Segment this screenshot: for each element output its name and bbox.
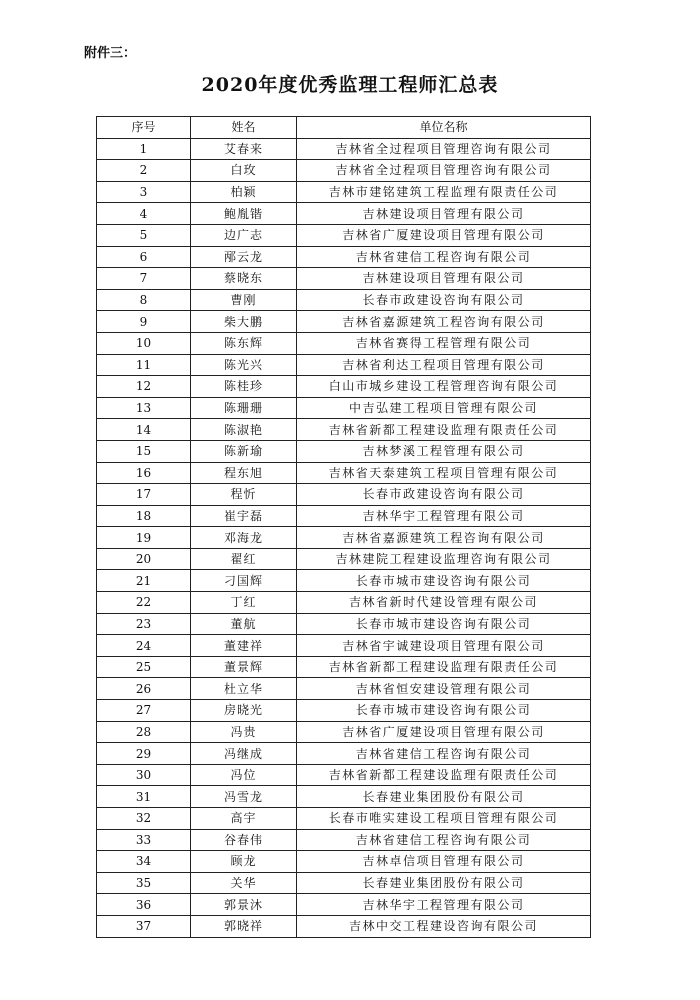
row-index: 3 [97, 181, 191, 203]
row-name: 陈新瑜 [191, 440, 297, 462]
row-index: 1 [97, 138, 191, 160]
row-organization: 吉林省全过程项目管理咨询有限公司 [297, 138, 591, 160]
table-row [97, 505, 591, 527]
table-row [97, 808, 591, 830]
row-organization: 吉林省新都工程建设监理有限责任公司 [297, 656, 591, 678]
table-row [97, 678, 591, 700]
row-index: 29 [97, 743, 191, 765]
row-organization: 吉林省新都工程建设监理有限责任公司 [297, 764, 591, 786]
table-row [97, 224, 591, 246]
row-name: 白玫 [191, 160, 297, 182]
row-organization: 长春市唯实建设工程项目管理有限公司 [297, 808, 591, 830]
row-name: 冯贵 [191, 721, 297, 743]
row-name: 程忻 [191, 484, 297, 506]
row-index: 9 [97, 311, 191, 333]
row-name: 邴云龙 [191, 246, 297, 268]
row-organization: 吉林省广厦建设项目管理有限公司 [297, 721, 591, 743]
row-organization: 吉林省新时代建设管理有限公司 [297, 592, 591, 614]
row-name: 冯雪龙 [191, 786, 297, 808]
attachment-label: 附件三： [84, 46, 137, 61]
table-row [97, 289, 591, 311]
column-header-index: 序号 [97, 117, 191, 139]
table-row [97, 397, 591, 419]
row-name: 陈淑艳 [191, 419, 297, 441]
row-organization: 吉林省宇诚建设项目管理有限公司 [297, 635, 591, 657]
row-name: 冯继成 [191, 743, 297, 765]
table-header [97, 117, 591, 139]
row-index: 19 [97, 527, 191, 549]
row-organization: 吉林省赛得工程管理有限公司 [297, 332, 591, 354]
engineer-table [96, 116, 591, 938]
row-index: 37 [97, 915, 191, 937]
row-index: 18 [97, 505, 191, 527]
table-row [97, 246, 591, 268]
row-organization: 长春建业集团股份有限公司 [297, 872, 591, 894]
row-name: 崔宇磊 [191, 505, 297, 527]
table-row [97, 915, 591, 937]
row-index: 7 [97, 268, 191, 290]
row-index: 27 [97, 700, 191, 722]
row-index: 33 [97, 829, 191, 851]
row-organization: 吉林省建信工程咨询有限公司 [297, 743, 591, 765]
row-organization: 吉林中交工程建设咨询有限公司 [297, 915, 591, 937]
row-organization: 吉林省全过程项目管理咨询有限公司 [297, 160, 591, 182]
row-index: 10 [97, 332, 191, 354]
row-name: 陈桂珍 [191, 376, 297, 398]
table-row [97, 894, 591, 916]
table-row [97, 181, 591, 203]
row-name: 郭晓祥 [191, 915, 297, 937]
table-row [97, 484, 591, 506]
row-organization: 吉林华宇工程管理有限公司 [297, 505, 591, 527]
row-name: 陈光兴 [191, 354, 297, 376]
row-name: 柏颖 [191, 181, 297, 203]
row-index: 5 [97, 224, 191, 246]
table-row [97, 462, 591, 484]
table-row [97, 872, 591, 894]
row-index: 14 [97, 419, 191, 441]
table-row [97, 764, 591, 786]
row-index: 6 [97, 246, 191, 268]
row-index: 25 [97, 656, 191, 678]
row-index: 2 [97, 160, 191, 182]
row-organization: 吉林省广厦建设项目管理有限公司 [297, 224, 591, 246]
row-organization: 吉林省利达工程项目管理有限公司 [297, 354, 591, 376]
table-row [97, 592, 591, 614]
row-name: 陈珊珊 [191, 397, 297, 419]
row-organization: 吉林华宇工程管理有限公司 [297, 894, 591, 916]
row-name: 陈东辉 [191, 332, 297, 354]
row-organization: 长春市城市建设咨询有限公司 [297, 570, 591, 592]
table-row [97, 203, 591, 225]
table-row [97, 527, 591, 549]
row-index: 16 [97, 462, 191, 484]
row-index: 12 [97, 376, 191, 398]
row-organization: 吉林省嘉源建筑工程咨询有限公司 [297, 527, 591, 549]
row-name: 顾龙 [191, 851, 297, 873]
row-index: 28 [97, 721, 191, 743]
row-name: 董景辉 [191, 656, 297, 678]
table-row [97, 570, 591, 592]
row-organization: 长春建业集团股份有限公司 [297, 786, 591, 808]
row-name: 郭景沐 [191, 894, 297, 916]
row-organization: 吉林建院工程建设监理咨询有限公司 [297, 548, 591, 570]
row-name: 房晓光 [191, 700, 297, 722]
row-index: 8 [97, 289, 191, 311]
page-title: 2020年度优秀监理工程师汇总表 [201, 74, 499, 96]
row-name: 高宇 [191, 808, 297, 830]
column-header-name: 姓名 [191, 117, 297, 139]
row-name: 董航 [191, 613, 297, 635]
row-organization: 白山市城乡建设工程管理咨询有限公司 [297, 376, 591, 398]
table-row [97, 138, 591, 160]
row-organization: 吉林卓信项目管理有限公司 [297, 851, 591, 873]
row-index: 4 [97, 203, 191, 225]
row-name: 邓海龙 [191, 527, 297, 549]
table-row [97, 376, 591, 398]
row-organization: 吉林建设项目管理有限公司 [297, 268, 591, 290]
table-row [97, 332, 591, 354]
row-index: 26 [97, 678, 191, 700]
row-name: 董建祥 [191, 635, 297, 657]
table-row [97, 635, 591, 657]
row-name: 艾春来 [191, 138, 297, 160]
table-body [97, 138, 591, 937]
table-row [97, 829, 591, 851]
row-name: 蔡晓东 [191, 268, 297, 290]
row-index: 35 [97, 872, 191, 894]
table-row [97, 743, 591, 765]
table-row [97, 354, 591, 376]
row-organization: 吉林市建铭建筑工程监理有限责任公司 [297, 181, 591, 203]
row-organization: 吉林省建信工程咨询有限公司 [297, 829, 591, 851]
row-organization: 吉林省新都工程建设监理有限责任公司 [297, 419, 591, 441]
row-index: 31 [97, 786, 191, 808]
row-index: 13 [97, 397, 191, 419]
row-organization: 吉林梦溪工程管理有限公司 [297, 440, 591, 462]
row-organization: 吉林省建信工程咨询有限公司 [297, 246, 591, 268]
row-name: 杜立华 [191, 678, 297, 700]
row-organization: 吉林省天泰建筑工程项目管理有限公司 [297, 462, 591, 484]
row-index: 34 [97, 851, 191, 873]
row-name: 程东旭 [191, 462, 297, 484]
row-index: 22 [97, 592, 191, 614]
row-index: 17 [97, 484, 191, 506]
table-row [97, 440, 591, 462]
column-header-organization: 单位名称 [297, 117, 591, 139]
table-row [97, 311, 591, 333]
row-name: 冯位 [191, 764, 297, 786]
row-organization: 吉林建设项目管理有限公司 [297, 203, 591, 225]
table-row [97, 786, 591, 808]
row-organization: 中吉弘建工程项目管理有限公司 [297, 397, 591, 419]
row-organization: 长春市城市建设咨询有限公司 [297, 613, 591, 635]
row-name: 柴大鹏 [191, 311, 297, 333]
row-name: 谷春伟 [191, 829, 297, 851]
row-name: 丁红 [191, 592, 297, 614]
row-name: 翟红 [191, 548, 297, 570]
table-row [97, 656, 591, 678]
row-name: 刁国辉 [191, 570, 297, 592]
row-index: 36 [97, 894, 191, 916]
row-organization: 吉林省嘉源建筑工程咨询有限公司 [297, 311, 591, 333]
row-index: 23 [97, 613, 191, 635]
table-row [97, 268, 591, 290]
table-row [97, 700, 591, 722]
table-row [97, 613, 591, 635]
row-name: 边广志 [191, 224, 297, 246]
row-index: 30 [97, 764, 191, 786]
row-organization: 长春市政建设咨询有限公司 [297, 484, 591, 506]
row-organization: 长春市城市建设咨询有限公司 [297, 700, 591, 722]
table-row [97, 721, 591, 743]
row-name: 关华 [191, 872, 297, 894]
row-index: 20 [97, 548, 191, 570]
row-name: 鲍胤锴 [191, 203, 297, 225]
row-index: 24 [97, 635, 191, 657]
table-row [97, 548, 591, 570]
row-index: 21 [97, 570, 191, 592]
row-index: 11 [97, 354, 191, 376]
row-name: 曹刚 [191, 289, 297, 311]
row-index: 15 [97, 440, 191, 462]
table-row [97, 851, 591, 873]
row-organization: 长春市政建设咨询有限公司 [297, 289, 591, 311]
row-organization: 吉林省恒安建设管理有限公司 [297, 678, 591, 700]
table-row [97, 419, 591, 441]
row-index: 32 [97, 808, 191, 830]
table-row [97, 160, 591, 182]
